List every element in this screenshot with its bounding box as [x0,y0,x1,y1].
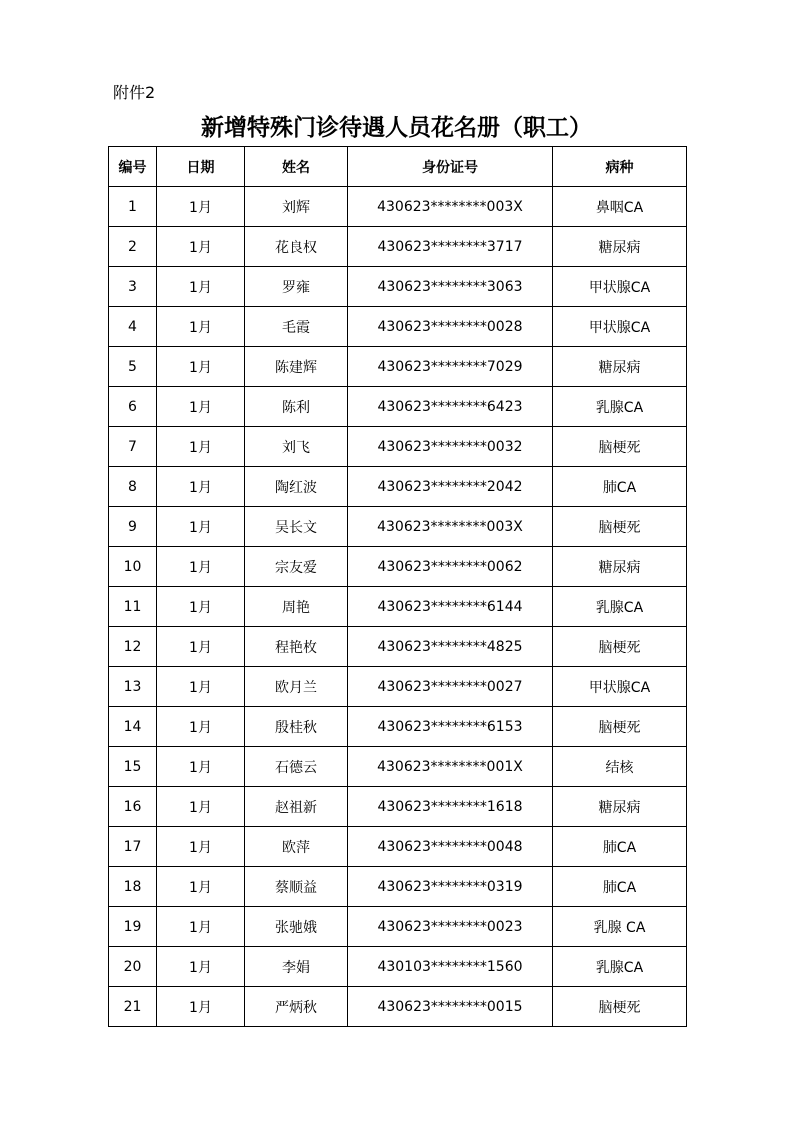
cell-disease: 糖尿病 [553,547,687,587]
cell-name: 罗雍 [245,267,348,307]
cell-name: 陶红波 [245,467,348,507]
cell-name: 欧月兰 [245,667,348,707]
cell-date: 1月 [157,667,245,707]
table-row [109,387,687,427]
cell-name: 刘飞 [245,427,348,467]
cell-name: 宗友爱 [245,547,348,587]
cell-id-number: 430623********0023 [348,907,553,947]
cell-name: 毛霞 [245,307,348,347]
header-id-number: 身份证号 [348,147,553,187]
cell-date: 1月 [157,347,245,387]
cell-date: 1月 [157,387,245,427]
table-row [109,987,687,1027]
cell-number: 10 [109,547,157,587]
cell-disease: 肺CA [553,467,687,507]
cell-disease: 肺CA [553,827,687,867]
cell-date: 1月 [157,867,245,907]
table-row [109,947,687,987]
cell-id-number: 430623********0319 [348,867,553,907]
document-title: 新增特殊门诊待遇人员花名册（职工） [201,114,592,141]
cell-name: 赵祖新 [245,787,348,827]
cell-number: 3 [109,267,157,307]
cell-name: 欧萍 [245,827,348,867]
cell-date: 1月 [157,587,245,627]
cell-disease: 乳腺CA [553,947,687,987]
cell-number: 11 [109,587,157,627]
cell-date: 1月 [157,467,245,507]
cell-id-number: 430623********0028 [348,307,553,347]
cell-id-number: 430623********1618 [348,787,553,827]
cell-disease: 乳腺CA [553,587,687,627]
cell-number: 19 [109,907,157,947]
cell-disease: 脑梗死 [553,707,687,747]
table-row [109,267,687,307]
cell-date: 1月 [157,227,245,267]
cell-disease: 脑梗死 [553,507,687,547]
cell-disease: 糖尿病 [553,787,687,827]
cell-id-number: 430623********3063 [348,267,553,307]
table-row [109,867,687,907]
cell-name: 殷桂秋 [245,707,348,747]
table-row [109,667,687,707]
cell-number: 5 [109,347,157,387]
cell-name: 陈利 [245,387,348,427]
cell-disease: 脑梗死 [553,627,687,667]
cell-date: 1月 [157,427,245,467]
cell-number: 20 [109,947,157,987]
cell-date: 1月 [157,307,245,347]
cell-date: 1月 [157,267,245,307]
cell-id-number: 430623********6144 [348,587,553,627]
cell-name: 花良权 [245,227,348,267]
cell-number: 13 [109,667,157,707]
cell-id-number: 430103********1560 [348,947,553,987]
cell-date: 1月 [157,987,245,1027]
cell-number: 2 [109,227,157,267]
table-body [109,187,687,1027]
cell-id-number: 430623********6153 [348,707,553,747]
cell-number: 14 [109,707,157,747]
cell-disease: 鼻咽CA [553,187,687,227]
header-number: 编号 [109,147,157,187]
cell-number: 9 [109,507,157,547]
table-row [109,227,687,267]
table-row [109,467,687,507]
cell-disease: 脑梗死 [553,427,687,467]
cell-disease: 甲状腺CA [553,307,687,347]
table-row [109,507,687,547]
cell-date: 1月 [157,707,245,747]
table-header-row [109,147,687,187]
cell-name: 程艳枚 [245,627,348,667]
cell-number: 18 [109,867,157,907]
cell-id-number: 430623********003X [348,187,553,227]
cell-number: 7 [109,427,157,467]
cell-number: 12 [109,627,157,667]
cell-id-number: 430623********0062 [348,547,553,587]
table-row [109,907,687,947]
cell-disease: 肺CA [553,867,687,907]
cell-disease: 结核 [553,747,687,787]
cell-number: 4 [109,307,157,347]
cell-date: 1月 [157,507,245,547]
cell-number: 8 [109,467,157,507]
cell-date: 1月 [157,827,245,867]
cell-name: 石德云 [245,747,348,787]
table-row [109,427,687,467]
table-row [109,827,687,867]
cell-id-number: 430623********2042 [348,467,553,507]
cell-disease: 糖尿病 [553,347,687,387]
header-disease: 病种 [553,147,687,187]
cell-name: 吴长文 [245,507,348,547]
cell-disease: 甲状腺CA [553,667,687,707]
cell-id-number: 430623********0032 [348,427,553,467]
cell-number: 1 [109,187,157,227]
cell-id-number: 430623********003X [348,507,553,547]
table-row [109,747,687,787]
header-name: 姓名 [245,147,348,187]
cell-disease: 甲状腺CA [553,267,687,307]
cell-disease: 糖尿病 [553,227,687,267]
table-row [109,787,687,827]
cell-name: 陈建辉 [245,347,348,387]
cell-number: 17 [109,827,157,867]
table-row [109,347,687,387]
cell-name: 刘辉 [245,187,348,227]
cell-date: 1月 [157,187,245,227]
attachment-label: 附件2 [113,83,156,102]
cell-id-number: 430623********0015 [348,987,553,1027]
header-date: 日期 [157,147,245,187]
table-row [109,187,687,227]
cell-date: 1月 [157,947,245,987]
cell-date: 1月 [157,747,245,787]
cell-number: 15 [109,747,157,787]
cell-id-number: 430623********7029 [348,347,553,387]
cell-date: 1月 [157,787,245,827]
cell-date: 1月 [157,547,245,587]
table-row [109,587,687,627]
table-row [109,627,687,667]
cell-date: 1月 [157,627,245,667]
cell-id-number: 430623********0048 [348,827,553,867]
cell-id-number: 430623********3717 [348,227,553,267]
roster-table [108,146,687,1027]
cell-id-number: 430623********0027 [348,667,553,707]
cell-id-number: 430623********4825 [348,627,553,667]
cell-name: 张驰娥 [245,907,348,947]
cell-name: 李娟 [245,947,348,987]
cell-name: 蔡顺益 [245,867,348,907]
table-row [109,707,687,747]
cell-name: 严炳秋 [245,987,348,1027]
cell-id-number: 430623********001X [348,747,553,787]
cell-disease: 脑梗死 [553,987,687,1027]
cell-name: 周艳 [245,587,348,627]
cell-number: 21 [109,987,157,1027]
cell-date: 1月 [157,907,245,947]
cell-number: 6 [109,387,157,427]
cell-id-number: 430623********6423 [348,387,553,427]
table-row [109,547,687,587]
cell-number: 16 [109,787,157,827]
table-row [109,307,687,347]
cell-disease: 乳腺CA [553,387,687,427]
cell-disease: 乳腺 CA [553,907,687,947]
